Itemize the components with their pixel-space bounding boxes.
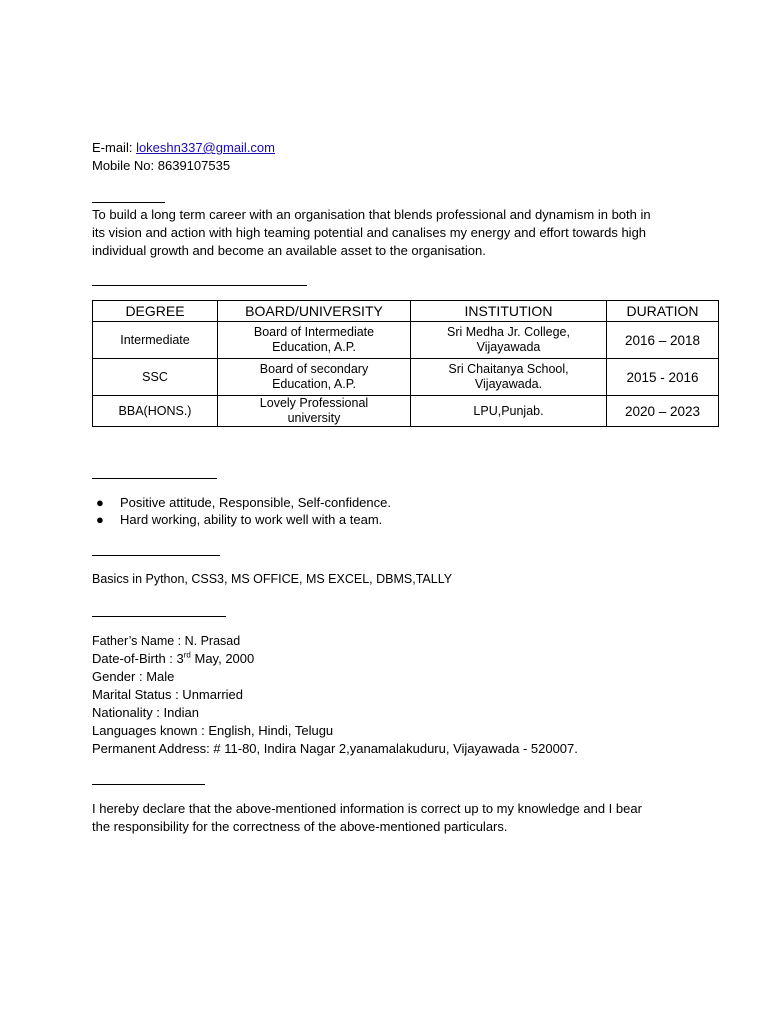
strength-text: Hard working, ability to work well with a team. <box>120 512 383 527</box>
email-link[interactable]: lokeshn337@gmail.com <box>136 140 275 155</box>
cell-board-line: Lovely Professional <box>259 396 369 410</box>
objective-line: individual growth and become an available asset to the organisation. <box>92 243 486 258</box>
cell-institution-line: Vijayawada <box>476 340 541 354</box>
table-row <box>93 359 719 396</box>
cell-board <box>218 359 411 396</box>
table-header-row <box>93 301 719 322</box>
skills-text: Basics in Python, CSS3, MS OFFICE, MS EXCEL, DBMS,TALLY <box>92 572 453 586</box>
table-row <box>93 396 719 427</box>
father-name: Father’s Name : N. Prasad <box>92 634 241 648</box>
nationality: Nationality : Indian <box>92 705 199 720</box>
education-table <box>92 300 719 427</box>
strengths-list <box>92 494 391 528</box>
header-board: BOARD/UNIVERSITY <box>218 301 411 322</box>
cell-duration: 2015 - 2016 <box>607 359 719 396</box>
email-line <box>92 139 275 157</box>
cell-institution-line: Vijayawada. <box>474 377 543 391</box>
header-degree: DEGREE <box>93 301 218 322</box>
declaration-paragraph <box>92 800 642 836</box>
cell-board <box>218 322 411 359</box>
section-rule-declaration <box>92 784 205 785</box>
cell-board-line: Education, A.P. <box>272 340 356 354</box>
dob-ordinal: rd <box>183 650 191 660</box>
cell-degree: BBA(HONS.) <box>93 396 218 427</box>
bullet-icon: ● <box>96 512 104 527</box>
section-rule-education <box>92 285 307 286</box>
cell-degree: SSC <box>93 359 218 396</box>
bullet-icon: ● <box>96 495 104 510</box>
cell-institution <box>411 322 607 359</box>
cell-institution-line: Sri Chaitanya School, <box>448 362 569 376</box>
header-institution: INSTITUTION <box>411 301 607 322</box>
objective-line: To build a long term career with an organisation that blends professional and dynamism in both in <box>92 207 651 222</box>
cell-board-line: Board of secondary <box>259 362 369 376</box>
dob-prefix: Date-of-Birth : 3 <box>92 651 184 666</box>
cell-board-line: university <box>287 411 341 425</box>
cell-duration: 2020 – 2023 <box>607 396 719 427</box>
cell-institution <box>411 359 607 396</box>
personal-details <box>92 632 578 758</box>
cell-degree: Intermediate <box>93 322 218 359</box>
date-of-birth <box>92 650 578 668</box>
cell-board <box>218 396 411 427</box>
declaration-line: the responsibility for the correctness of the above-mentioned particulars. <box>92 819 508 834</box>
marital-status: Marital Status : Unmarried <box>92 687 243 702</box>
gender: Gender : Male <box>92 669 175 684</box>
list-item <box>92 511 391 528</box>
cell-institution-line: LPU,Punjab. <box>473 403 544 418</box>
list-item <box>92 494 391 511</box>
dob-suffix: May, 2000 <box>190 651 255 666</box>
mobile-line: Mobile No: 8639107535 <box>92 158 231 173</box>
cell-board-line: Education, A.P. <box>272 377 356 391</box>
section-rule-personal <box>92 616 226 617</box>
declaration-line: I hereby declare that the above-mentioned information is correct up to my knowledge and I bear <box>92 801 642 816</box>
header-duration: DURATION <box>607 301 719 322</box>
cell-board-line: Board of Intermediate <box>253 325 375 339</box>
section-rule-strengths <box>92 478 217 479</box>
strength-text: Positive attitude, Responsible, Self-confidence. <box>120 495 391 510</box>
table-row <box>93 322 719 359</box>
email-label: E-mail: <box>92 140 137 155</box>
cell-duration: 2016 – 2018 <box>607 322 719 359</box>
section-rule-skills <box>92 555 220 556</box>
languages: Languages known : English, Hindi, Telugu <box>92 723 334 738</box>
section-rule-objective <box>92 202 165 203</box>
objective-paragraph <box>92 206 651 260</box>
cell-institution <box>411 396 607 427</box>
permanent-address: Permanent Address: # 11-80, Indira Nagar 2,yanamalakuduru, Vijayawada - 520007. <box>92 741 578 756</box>
cell-institution-line: Sri Medha Jr. College, <box>447 325 570 339</box>
objective-line: its vision and action with high teaming potential and canalises my energy and effort towards high <box>92 225 647 240</box>
